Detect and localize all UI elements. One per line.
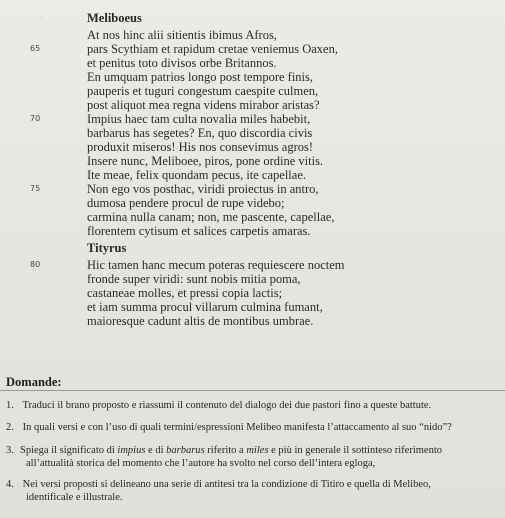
question-number: 1. [6, 400, 14, 411]
question-text: Spiega il significato di [20, 445, 118, 456]
verse-line: Impius haec tam culta novalia miles habebit, [87, 112, 311, 126]
question-text: Traduci il brano proposto e riassumi il contenuto del dialogo dei due pastori fino a queste battute. [22, 400, 432, 411]
line-number: 75 [30, 184, 41, 193]
question-4 [6, 478, 498, 504]
verse-line: carmina nulla canam; non, me pascente, capellae, [87, 210, 335, 224]
speaker-tityrus: Tityrus [87, 241, 127, 255]
verse-line: At nos hinc alii sitientis ibimus Afros, [87, 28, 277, 42]
term-miles: miles [246, 445, 269, 456]
speaker-meliboeus: Meliboeus [87, 11, 142, 25]
verse-line: dumosa pendere procul de rupe videbo; [87, 196, 285, 210]
term-impius: impius [117, 445, 146, 456]
margin-dot: · [40, 13, 43, 23]
verse-line: fronde super viridi: sunt nobis mitia poma, [87, 272, 301, 286]
question-number: 4. [6, 479, 14, 490]
verse-line: pauperis et tuguri congestum caespite culmen, [87, 84, 319, 98]
verse-line: florentem cytisum et salices carpetis amaras. [87, 224, 311, 238]
term-barbarus: barbarus [166, 445, 205, 456]
verse-line: Non ego vos posthac, viridi proiectus in antro, [87, 182, 319, 196]
question-number: 2. [6, 422, 14, 433]
question-text: Nei versi proposti si delineano una serie di antitesi tra la condizione di Titiro e quella di Melibeo, [22, 479, 431, 490]
verse-line: castaneae molles, et pressi copia lactis; [87, 286, 283, 300]
verse-line: Ite meae, felix quondam pecus, ite capellae. [87, 168, 306, 182]
verse-line: produxit miseros! His nos consevimus agros! [87, 140, 314, 154]
verse-line: barbarus has segetes? En, quo discordia civis [87, 126, 313, 140]
verse-line: pars Scythiam et rapidum cretae veniemus Oaxen, [87, 42, 338, 56]
line-number: 80 [30, 260, 41, 269]
verse-line: post aliquot mea regna videns mirabor aristas? [87, 98, 320, 112]
verse-line: Insere nunc, Meliboee, piros, pone ordine vitis. [87, 154, 324, 168]
question-text-continued: identificale e illustrale. [26, 492, 123, 503]
domande-title: Domande: [6, 375, 62, 389]
question-number: 3. [6, 445, 14, 456]
verse-line: maioresque cadunt altis de montibus umbrae. [87, 314, 314, 328]
question-text: e di [145, 445, 167, 456]
question-text: riferito a [204, 445, 247, 456]
verse-line: Hic tamen hanc mecum poteras requiescere noctem [87, 258, 345, 272]
verse-line: En umquam patrios longo post tempore finis, [87, 70, 314, 84]
question-text: e più in generale il sottinteso riferimento [268, 445, 442, 456]
question-text-continued: all’attualità storica del momento che l’autore ha svolto nel corso dell’intera egloga, [26, 458, 376, 469]
question-text: In quali versi e con l’uso di quali termini/espressioni Melibeo manifesta l’attaccamento al suo “nido”? [22, 422, 452, 433]
line-number: 70 [30, 114, 41, 123]
question-2 [6, 421, 498, 434]
verse-line: et iam summa procul villarum culmina fumant, [87, 300, 323, 314]
divider [0, 390, 505, 391]
question-3 [6, 444, 498, 470]
verse-line: et penitus toto divisos orbe Britannos. [87, 56, 277, 70]
question-1 [6, 399, 498, 412]
line-number: 65 [30, 44, 41, 53]
